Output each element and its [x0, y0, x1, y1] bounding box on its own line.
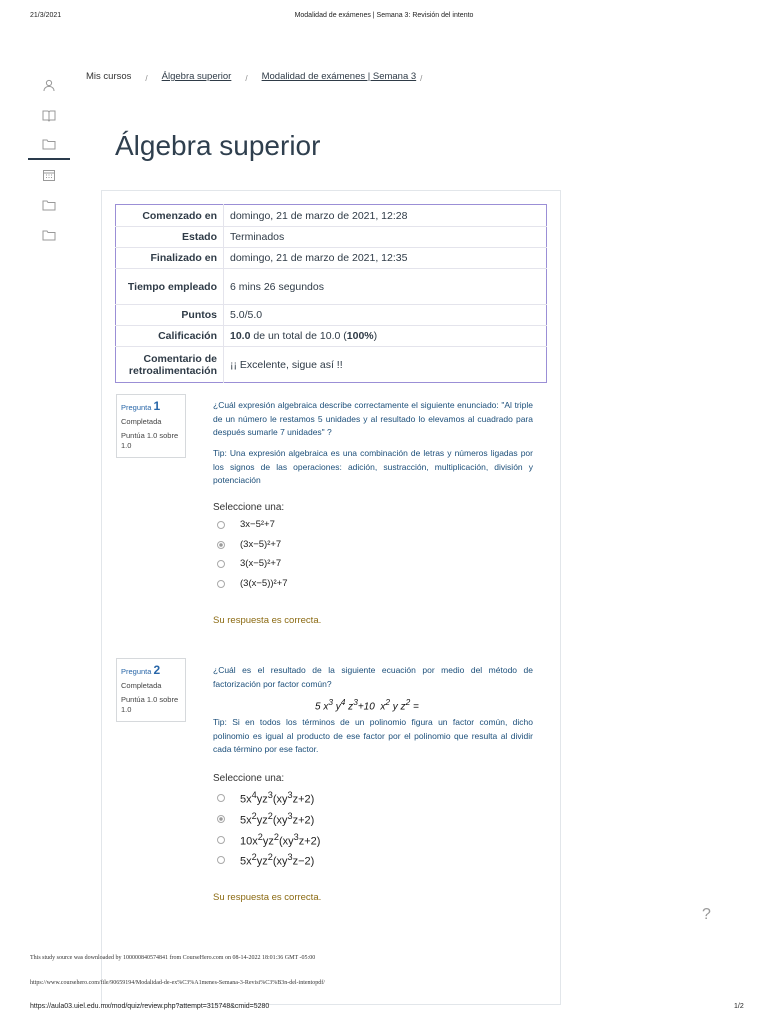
summary-row-started [116, 205, 547, 227]
grade-score: 10.0 [230, 330, 251, 342]
summary-value [224, 326, 547, 347]
answer-option[interactable] [217, 832, 320, 848]
calendar-icon [42, 168, 56, 182]
page-number: 1/2 [734, 1003, 744, 1010]
question-tip-1: Tip: Una expresión algebraica es una combinación de letras y números ligadas por los signos de las operaciones: adición, sustracción, multiplicación, división y potenciación [213, 448, 533, 486]
breadcrumb-separator: / [145, 74, 148, 83]
summary-row-points [116, 305, 547, 326]
question-label: Pregunta [121, 403, 152, 412]
summary-row-state [116, 227, 547, 248]
summary-label: Comentario de retroalimentación [116, 347, 224, 383]
side-rail [28, 70, 70, 250]
question-score: Puntúa 1.0 sobre 1.0 [121, 431, 179, 451]
answer-formula: $10x^2yz^2(xy^3z+2)$ [240, 832, 321, 848]
question-number-value: 1 [153, 399, 161, 413]
breadcrumb [86, 71, 436, 82]
grade-total: de un total de 10.0 ( [250, 330, 347, 342]
summary-value: Terminados [224, 227, 547, 248]
summary-label: Puntos [116, 305, 224, 326]
radio-button[interactable] [217, 521, 225, 529]
summary-label: Comenzado en [116, 205, 224, 227]
summary-row-time [116, 269, 547, 305]
question-text-2: ¿Cuál es el resultado de la siguiente ecuación por medio del método de factorización por factor común? [213, 665, 533, 689]
question-score: Puntúa 1.0 sobre 1.0 [121, 695, 179, 715]
answer-feedback-1: Su respuesta es correcta. [213, 615, 322, 626]
summary-row-grade [116, 326, 547, 347]
breadcrumb-quiz[interactable]: Modalidad de exámenes | Semana 3 [261, 71, 417, 82]
question-text-1: ¿Cuál expresión algebraica describe correctamente el siguiente enunciado: "Al triple de un número le restamos 5 unidades y al resultado lo elevamos al cuadrado para después sumarle 7 unidades" ? [213, 400, 533, 438]
summary-value: domingo, 21 de marzo de 2021, 12:28 [224, 205, 547, 227]
answer-option[interactable] [217, 790, 314, 806]
answer-formula: 3(x−5)²+7 [240, 558, 282, 569]
radio-button-selected[interactable] [217, 815, 225, 823]
summary-label: Tiempo empleado [116, 269, 224, 305]
answer-option[interactable] [217, 519, 275, 530]
rail-item-grades[interactable] [28, 100, 70, 130]
summary-label: Calificación [116, 326, 224, 347]
question-info-1 [116, 394, 186, 458]
page-title: Álgebra superior [115, 130, 321, 161]
answer-feedback-2: Su respuesta es correcta. [213, 892, 322, 903]
summary-row-feedback [116, 347, 547, 383]
answer-formula: $5x^2yz^2(xy^3z+2)$ [240, 811, 315, 827]
equation: 5 $x^3$ $y^4$ $z^3+10$ $x^2$ y $z^2$ = [315, 697, 419, 713]
select-one-label: Seleccione una: [213, 502, 285, 513]
breadcrumb-my-courses[interactable]: Mis cursos [86, 71, 132, 82]
breadcrumb-separator: / [420, 74, 423, 83]
summary-value: 6 mins 26 segundos [224, 269, 547, 305]
summary-label: Estado [116, 227, 224, 248]
folder-icon [42, 137, 56, 151]
answer-option[interactable] [217, 539, 281, 550]
grade-close: ) [373, 330, 378, 342]
summary-label: Finalizado en [116, 248, 224, 269]
question-status: Completada [121, 417, 162, 426]
breadcrumb-course[interactable]: Álgebra superior [161, 71, 232, 82]
answer-option[interactable] [217, 558, 281, 569]
page-url[interactable]: https://aula03.uiel.edu.mx/mod/quiz/review.php?attempt=315748&cmid=5280 [30, 1003, 270, 1010]
answer-formula: $5x^2yz^2(xy^3z-2)$ [240, 852, 315, 868]
source-url[interactable]: https://www.coursehero.com/file/90659194/Modalidad-de-ex%C3%A1menes-Semana-3-Revisi%C3%B3n-del-intentopdf/ [30, 980, 325, 986]
radio-button[interactable] [217, 580, 225, 588]
radio-button-selected[interactable] [217, 541, 225, 549]
rail-item-course[interactable] [28, 130, 70, 160]
rail-item-files[interactable] [28, 190, 70, 220]
summary-row-finished [116, 248, 547, 269]
source-note: This study source was downloaded by 100000840574841 from CourseHero.com on 08-14-2022 18:01:36 GMT -05:00 [30, 955, 316, 961]
summary-value: 5.0/5.0 [224, 305, 547, 326]
answer-formula: $5x^4yz^3(xy^3z+2)$ [240, 790, 315, 806]
summary-value: ¡¡ Excelente, sigue así !! [230, 358, 343, 371]
answer-option[interactable] [217, 578, 288, 589]
question-number [121, 399, 181, 413]
answer-option[interactable] [217, 852, 314, 868]
answer-option[interactable] [217, 811, 314, 827]
rail-item-calendar[interactable] [28, 160, 70, 190]
summary-value: domingo, 21 de marzo de 2021, 12:35 [224, 248, 547, 269]
question-tip-2: Tip: Si en todos los términos de un polinomio figura un factor común, dicho polinomio es igual al producto de ese factor por el polinomio que resulta al dividir cada término por ese factor. [213, 717, 533, 755]
radio-button[interactable] [217, 856, 225, 864]
attempt-summary-table [115, 204, 547, 383]
question-info-2 [116, 658, 186, 722]
select-one-label: Seleccione una: [213, 773, 285, 784]
book-icon [42, 108, 56, 122]
radio-button[interactable] [217, 836, 225, 844]
print-date: 21/3/2021 [30, 12, 62, 19]
question-number-value: 2 [153, 663, 161, 677]
grade-percent: 100% [346, 330, 374, 342]
rail-item-folder[interactable] [28, 220, 70, 250]
question-label: Pregunta [121, 667, 152, 676]
radio-button[interactable] [217, 560, 225, 568]
breadcrumb-separator: / [245, 74, 248, 83]
question-number [121, 663, 181, 677]
help-icon[interactable]: ? [702, 906, 711, 923]
print-title: Modalidad de exámenes | Semana 3: Revisión del intento [294, 12, 474, 19]
answer-formula: (3x−5)²+7 [240, 539, 282, 550]
user-icon [42, 78, 56, 92]
folder-icon [42, 198, 56, 212]
folder-icon [42, 228, 56, 242]
answer-formula: (3(x−5))²+7 [240, 578, 288, 589]
answer-formula: 3x−5²+7 [240, 519, 275, 530]
rail-item-profile[interactable] [28, 70, 70, 100]
radio-button[interactable] [217, 794, 225, 802]
question-status: Completada [121, 681, 162, 690]
